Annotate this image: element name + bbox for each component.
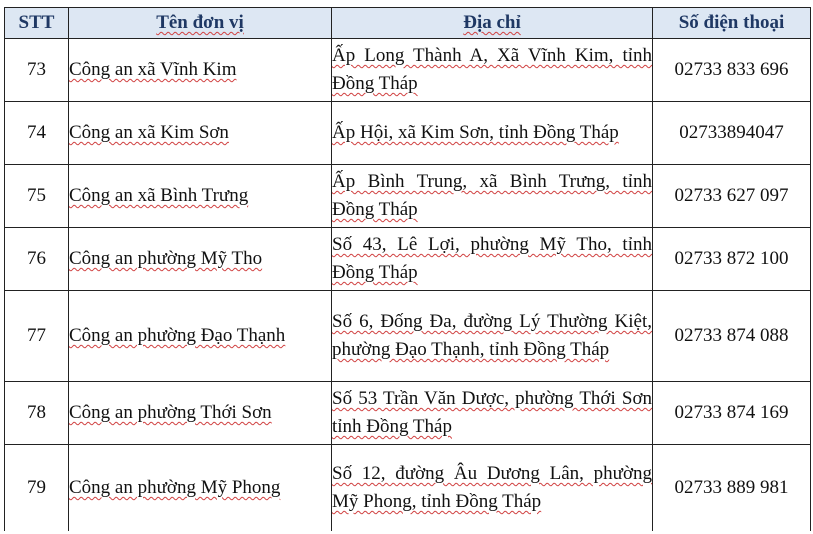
row-address-text: Ấp Hội, xã Kim Sơn, tỉnh Đồng Tháp xyxy=(332,122,619,143)
row-phone: 02733 874 169 xyxy=(653,382,811,445)
header-address-text: Địa chỉ xyxy=(463,12,521,33)
table-row xyxy=(5,228,811,291)
table-row xyxy=(5,445,811,532)
row-unit-name xyxy=(69,39,332,102)
header-unit-name xyxy=(69,8,332,39)
row-phone: 02733894047 xyxy=(653,102,811,165)
row-unit-name-text: Công an xã Vĩnh Kim xyxy=(69,59,237,80)
header-stt: STT xyxy=(5,8,69,39)
row-unit-name xyxy=(69,102,332,165)
row-stt: 74 xyxy=(5,102,69,165)
row-address xyxy=(332,102,653,165)
row-address-text: Ấp Long Thành A, Xã Vĩnh Kim, tỉnh Đồng Tháp xyxy=(332,45,652,94)
row-stt: 78 xyxy=(5,382,69,445)
row-address xyxy=(332,445,653,532)
row-unit-name xyxy=(69,445,332,532)
table-row xyxy=(5,165,811,228)
row-stt: 73 xyxy=(5,39,69,102)
row-phone: 02733 627 097 xyxy=(653,165,811,228)
row-unit-name-text: Công an phường Mỹ Phong xyxy=(69,477,281,498)
row-unit-name-text: Công an xã Kim Sơn xyxy=(69,122,229,143)
row-address xyxy=(332,291,653,382)
row-unit-name xyxy=(69,165,332,228)
row-unit-name-text: Công an phường Thới Sơn xyxy=(69,402,272,423)
row-unit-name xyxy=(69,382,332,445)
header-phone: Số điện thoại xyxy=(653,8,811,39)
row-phone: 02733 889 981 xyxy=(653,445,811,532)
table-header xyxy=(5,8,811,39)
header-address xyxy=(332,8,653,39)
row-phone: 02733 874 088 xyxy=(653,291,811,382)
row-address xyxy=(332,228,653,291)
header-unit-name-text: Tên đơn vị xyxy=(156,12,244,33)
row-address-text: Số 53 Trần Văn Dược, phường Thới Sơn tỉnh Đồng Tháp xyxy=(332,388,652,437)
table-body xyxy=(5,39,811,532)
row-address-text: Số 12, đường Âu Dương Lân, phường Mỹ Phong, tỉnh Đồng Tháp xyxy=(332,463,652,512)
table-row xyxy=(5,102,811,165)
row-unit-name-text: Công an phường Đạo Thạnh xyxy=(69,325,286,346)
row-unit-name-text: Công an phường Mỹ Tho xyxy=(69,248,263,269)
table-row xyxy=(5,291,811,382)
row-address-text: Ấp Bình Trung, xã Bình Trưng, tỉnh Đồng Tháp xyxy=(332,171,652,220)
row-stt: 76 xyxy=(5,228,69,291)
row-address-text: Số 6, Đống Đa, đường Lý Thường Kiệt, phường Đạo Thạnh, tỉnh Đồng Tháp xyxy=(332,311,652,360)
row-address-text: Số 43, Lê Lợi, phường Mỹ Tho, tỉnh Đồng Tháp xyxy=(332,234,652,283)
row-stt: 77 xyxy=(5,291,69,382)
row-address xyxy=(332,39,653,102)
row-address xyxy=(332,165,653,228)
row-phone: 02733 872 100 xyxy=(653,228,811,291)
row-stt: 75 xyxy=(5,165,69,228)
row-phone: 02733 833 696 xyxy=(653,39,811,102)
row-unit-name xyxy=(69,291,332,382)
header-row xyxy=(5,8,811,39)
row-unit-name-text: Công an xã Bình Trưng xyxy=(69,185,249,206)
table-row xyxy=(5,382,811,445)
table-row xyxy=(5,39,811,102)
row-stt: 79 xyxy=(5,445,69,532)
row-address xyxy=(332,382,653,445)
row-unit-name xyxy=(69,228,332,291)
police-units-table xyxy=(4,7,811,531)
